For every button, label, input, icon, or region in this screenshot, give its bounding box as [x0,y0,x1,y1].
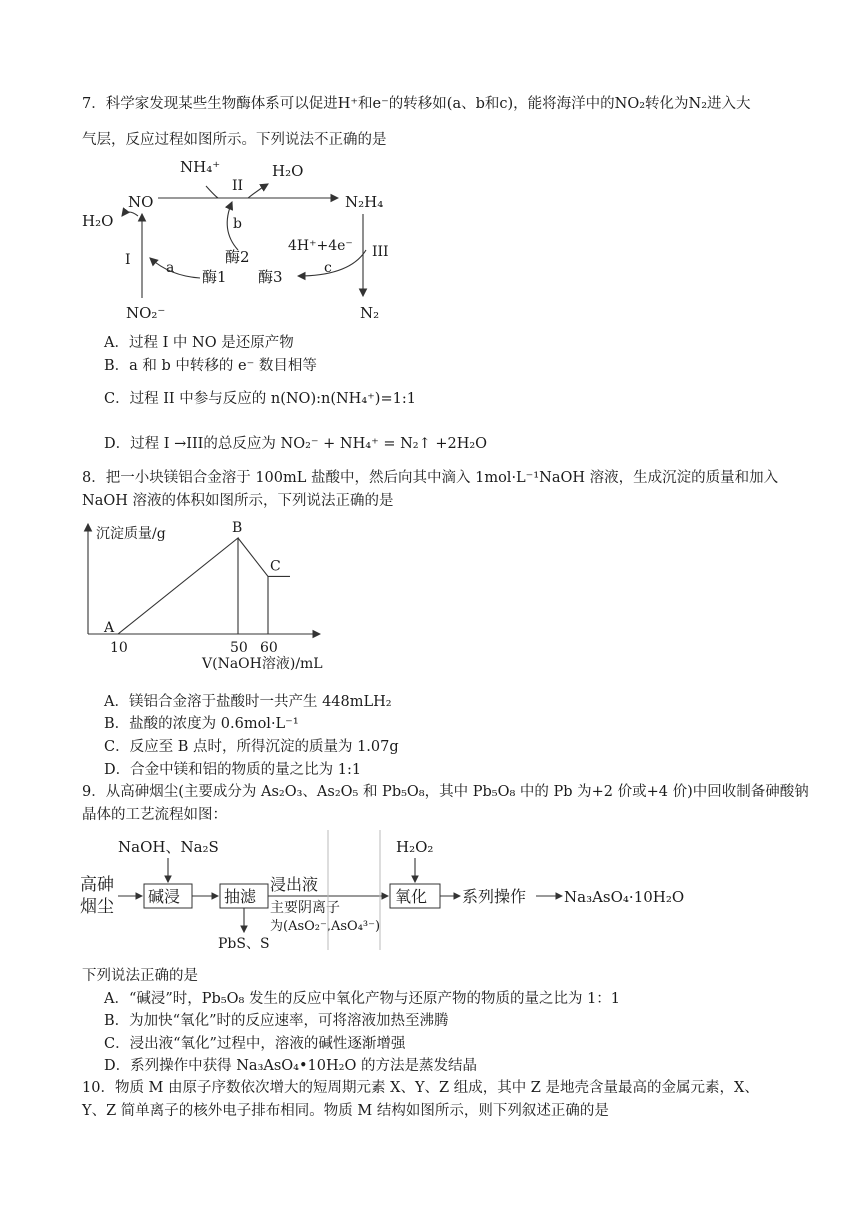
q9-solid: PbS、S [218,936,270,952]
q9-step-1: 碱浸 [148,887,181,906]
q7-label-enzyme2: 酶2 [225,248,250,266]
q9-anion-2: 为(AsO₂⁻,AsO₄³⁻) [270,919,381,934]
q9-option-d[interactable]: D．系列操作中获得 Na₃AsO₄•10H₂O 的方法是蒸发结晶 [104,1058,477,1074]
q8-x-label: V(NaOH溶液)/mL [202,656,323,672]
q8-option-a[interactable]: A．镁铝合金溶于盐酸时一共产生 448mLH₂ [104,694,392,710]
q8-option-b[interactable]: B．盐酸的浓度为 0.6mol·L⁻¹ [104,716,299,732]
q7-label-no2: NO₂⁻ [126,304,166,322]
q7-arrow-to-h2o [122,212,138,216]
q8-point-label-a: A [104,620,115,636]
q9-stem-line2: 晶体的工艺流程如图： [82,807,227,823]
q8-x-tick-60: 60 [260,640,278,656]
q7-label-no: NO [128,193,154,211]
q8-precipitate-chart [80,518,340,676]
q9-reagent-2: H₂O₂ [396,838,434,856]
q8-point-label-b: B [232,520,243,536]
q8-point-label-c: C [270,558,281,575]
q7-label-c: c [324,260,332,276]
q8-series-line-2 [238,538,290,634]
q9-anion-1: 主要阴离子 [270,900,340,916]
q7-label-i: I [125,252,131,268]
q8-x-tick-10: 10 [110,640,128,656]
q7-label-n2h4: N₂H₄ [345,193,384,211]
q9-step-3: 氧化 [395,887,428,906]
q7-label-n2: N₂ [360,304,380,322]
q7-reaction-diagram [80,150,410,330]
q9-step-2: 抽滤 [224,887,257,906]
q7-label-nh4: NH₄⁺ [180,158,221,176]
q8-y-label: 沉淀质量/g [96,526,166,542]
q7-label-h2o-top: H₂O [272,162,304,180]
q9-reagents-1: NaOH、Na₂S [118,838,219,856]
q9-product: Na₃AsO₄·10H₂O [564,888,685,906]
q7-arrow-h2o-out [248,184,268,198]
q7-label-h2o-left: H₂O [82,212,114,230]
q10-stem-line1: 10．物质 M 由原子序数依次增大的短周期元素 X、Y、Z 组成，其中 Z 是地壳含量最高的金属元素，X、 [82,1080,759,1096]
q8-stem-line1: 8．把一小块镁铝合金溶于 100mL 盐酸中，然后向其中滴入 1mol·L⁻¹NaOH 溶液，生成沉淀的质量和加入 [82,470,779,486]
q9-lead: 下列说法正确的是 [82,968,198,984]
q9-option-b[interactable]: B．为加快“氧化”时的反应速率，可将溶液加热至沸腾 [104,1013,449,1029]
q9-leachate: 浸出液 [270,875,319,894]
q7-label-a: a [166,260,175,276]
q7-stem-line2: 气层，反应过程如图所示。下列说法不正确的是 [82,132,387,148]
q9-option-c[interactable]: C．浸出液“氧化”过程中，溶液的碱性逐渐增强 [104,1036,406,1052]
q8-series-line [118,538,238,634]
q8-stem-line2: NaOH 溶液的体积如图所示，下列说法正确的是 [82,493,394,509]
q7-option-c[interactable]: C．过程 II 中参与反应的 n(NO):n(NH₄⁺)=1:1 [104,391,416,407]
q7-label-ii: II [232,178,244,194]
q7-option-d[interactable]: D．过程 I →III的总反应为 NO₂⁻ + NH₄⁺ = N₂↑ +2H₂O [104,436,488,452]
q7-label-h-e: 4H⁺+4e⁻ [288,238,353,254]
q7-arrow-nh4-in [206,186,218,198]
q9-raw-1: 高砷 [80,875,114,895]
q10-stem-line2: Y、Z 简单离子的核外电子排布相同。物质 M 结构如图所示，则下列叙述正确的是 [82,1103,609,1119]
q7-label-b: b [233,216,242,232]
q7-option-b[interactable]: B．a 和 b 中转移的 e⁻ 数目相等 [104,358,317,374]
q7-label-enzyme1: 酶1 [202,268,227,286]
q9-raw-2: 烟尘 [80,897,114,917]
q8-x-tick-50: 50 [230,640,248,656]
q9-process-flow [80,828,700,956]
q9-series: 系列操作 [462,887,527,906]
q7-label-enzyme3: 酶3 [258,268,283,286]
q7-option-a[interactable]: A．过程 I 中 NO 是还原产物 [104,335,294,351]
q9-stem-line1: 9．从高砷烟尘(主要成分为 As₂O₃、As₂O₅ 和 Pb₅O₈，其中 Pb₅O₈ 中的 Pb 为+2 价或+4 价)中回收制备砷酸钠 [82,784,809,800]
q8-option-c[interactable]: C．反应至 B 点时，所得沉淀的质量为 1.07g [104,739,399,755]
q8-option-d[interactable]: D．合金中镁和铝的物质的量之比为 1:1 [104,762,362,778]
q7-label-iii: III [372,244,389,260]
q9-option-a[interactable]: A．“碱浸”时，Pb₅O₈ 发生的反应中氧化产物与还原产物的物质的量之比为 1：1 [104,991,621,1007]
q7-arrow-a [150,258,200,278]
q7-stem-line1: 7．科学家发现某些生物酶体系可以促进H⁺和e⁻的转移如(a、b和c)，能将海洋中的NO₂转化为N₂进入大 [82,96,751,112]
